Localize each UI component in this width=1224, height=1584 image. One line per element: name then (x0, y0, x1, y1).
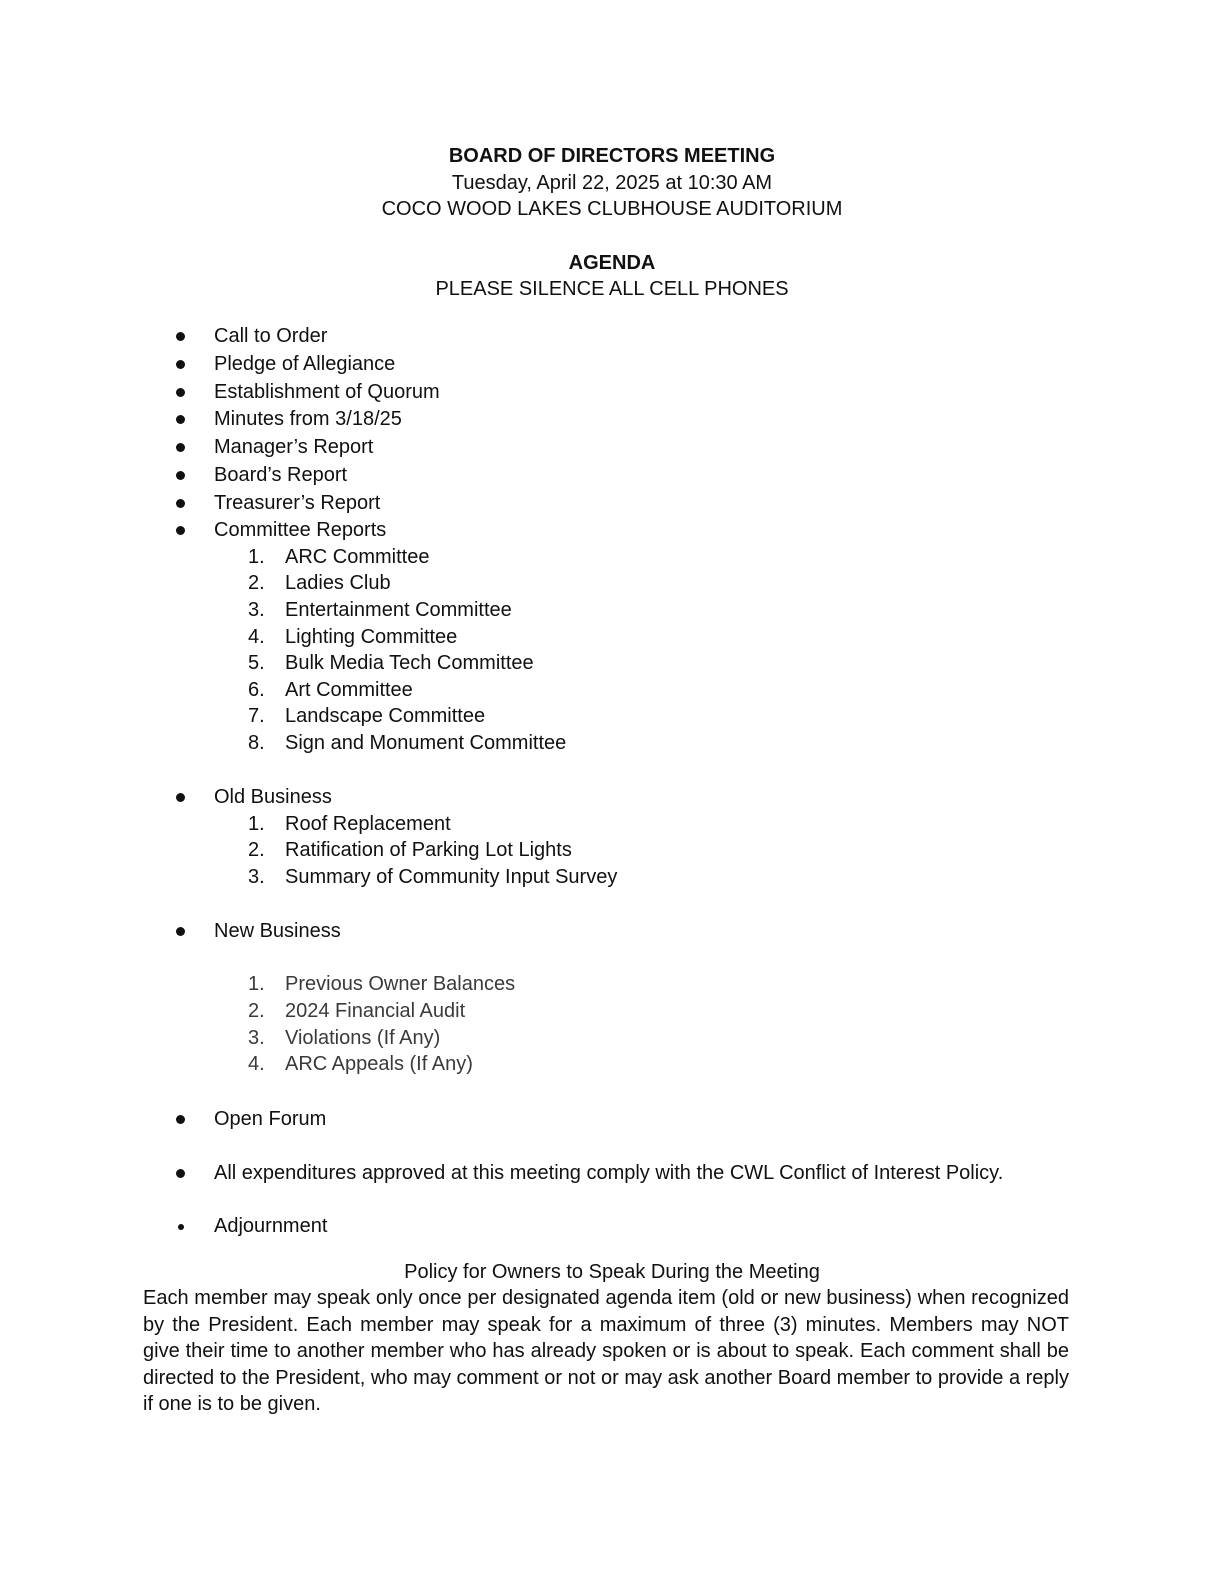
cell-phone-notice: PLEASE SILENCE ALL CELL PHONES (435, 278, 789, 300)
new-business-label: Violations (If Any) (285, 1027, 441, 1049)
agenda-item-label: New Business (214, 920, 341, 942)
bullet-icon (176, 526, 185, 535)
committee-name: Landscape Committee (285, 705, 486, 727)
agenda-item-label: Call to Order (214, 325, 328, 347)
bullet-icon (176, 1115, 185, 1124)
old-business-label: Roof Replacement (285, 813, 451, 835)
bullet-icon (176, 332, 185, 341)
committee-name: ARC Committee (285, 546, 430, 568)
bullet-icon (176, 360, 185, 369)
list-number: 2. (248, 572, 265, 594)
committee-name: Ladies Club (285, 572, 391, 594)
list-number: 4. (248, 1053, 265, 1075)
agenda-item-label: Minutes from 3/18/25 (214, 408, 402, 430)
committee-name: Lighting Committee (285, 626, 458, 648)
list-number: 4. (248, 626, 265, 648)
list-number: 1. (248, 546, 265, 568)
new-business-label: Previous Owner Balances (285, 973, 516, 995)
list-number: 2. (248, 1000, 265, 1022)
agenda-item-label: Old Business (214, 786, 332, 808)
meeting-location: COCO WOOD LAKES CLUBHOUSE AUDITORIUM (381, 198, 843, 220)
agenda-item-label: All expenditures approved at this meeting comply with the CWL Conflict of Interest Policy. (214, 1162, 1004, 1184)
new-business-label: ARC Appeals (If Any) (285, 1053, 473, 1075)
bullet-icon (176, 793, 185, 802)
bullet-icon (178, 1224, 184, 1230)
committee-name: Entertainment Committee (285, 599, 512, 621)
agenda-heading: AGENDA (568, 252, 656, 274)
committee-name: Bulk Media Tech Committee (285, 652, 534, 674)
bullet-icon (176, 388, 185, 397)
agenda-item-label: Adjournment (214, 1215, 328, 1237)
bullet-icon (176, 499, 185, 508)
list-number: 6. (248, 679, 265, 701)
list-number: 3. (248, 1027, 265, 1049)
bullet-icon (176, 1169, 185, 1178)
bullet-icon (176, 471, 185, 480)
list-number: 1. (248, 973, 265, 995)
list-number: 5. (248, 652, 265, 674)
policy-text: Each member may speak only once per designated agenda item (old or new business) when recognized by the President. Each member may speak for a maximum of three (3) minutes. Members may NOT give their time to another member who has already spoken or is about to speak. Each comment shall be directed to the President, who may comment or not or may ask another Board member to provide a reply if one is to be given. (143, 1287, 1069, 1416)
agenda-item-label: Open Forum (214, 1108, 327, 1130)
list-number: 3. (248, 599, 265, 621)
committee-name: Sign and Monument Committee (285, 732, 567, 754)
old-business-label: Summary of Community Input Survey (285, 866, 618, 888)
bullet-icon (176, 415, 185, 424)
meeting-title: BOARD OF DIRECTORS MEETING (448, 145, 776, 167)
list-number: 2. (248, 839, 265, 861)
list-number: 8. (248, 732, 265, 754)
agenda-item-label: Committee Reports (214, 519, 387, 541)
agenda-item-label: Establishment of Quorum (214, 381, 440, 403)
agenda-item-label: Pledge of Allegiance (214, 353, 396, 375)
bullet-icon (176, 443, 185, 452)
list-number: 1. (248, 813, 265, 835)
list-number: 3. (248, 866, 265, 888)
old-business-label: Ratification of Parking Lot Lights (285, 839, 572, 861)
policy-title: Policy for Owners to Speak During the Meeting (404, 1261, 820, 1283)
meeting-datetime: Tuesday, April 22, 2025 at 10:30 AM (451, 172, 773, 194)
agenda-item-label: Board’s Report (214, 464, 348, 486)
new-business-label: 2024 Financial Audit (285, 1000, 466, 1022)
agenda-item-label: Manager’s Report (214, 436, 374, 458)
bullet-icon (176, 927, 185, 936)
committee-name: Art Committee (285, 679, 413, 701)
list-number: 7. (248, 705, 265, 727)
agenda-item-label: Treasurer’s Report (214, 492, 381, 514)
